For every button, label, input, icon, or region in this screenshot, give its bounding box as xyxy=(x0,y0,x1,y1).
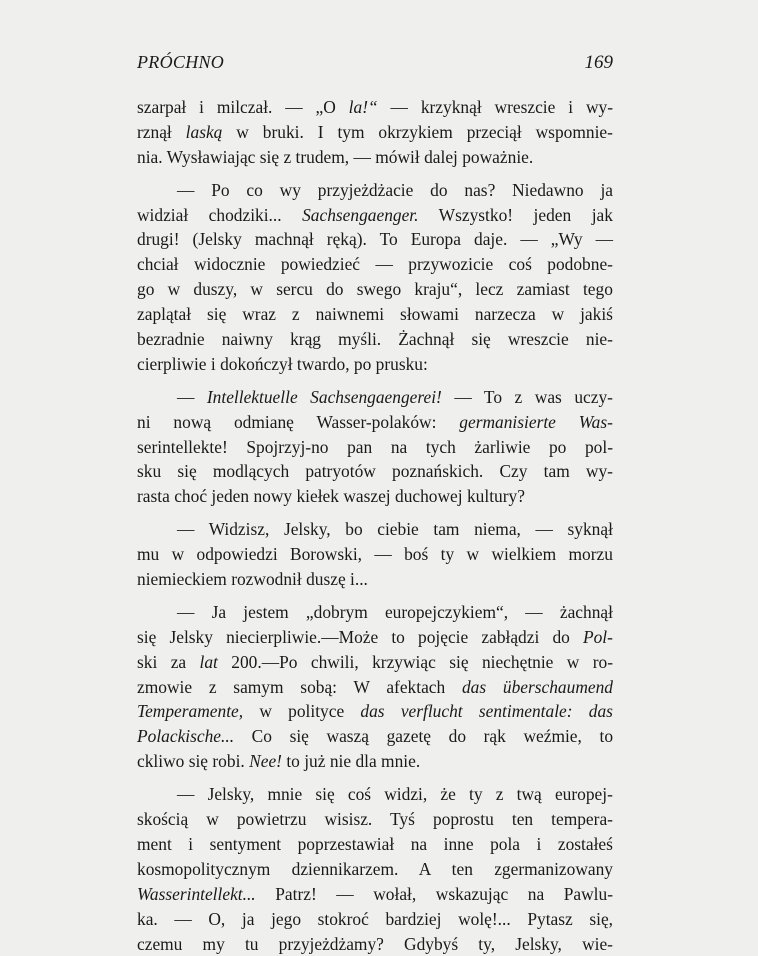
text-line: ni nową odmianę Wasser-polaków: germanisierte Was- xyxy=(137,410,613,435)
text-line: niemieckiem rozwodnił duszę i... xyxy=(137,567,613,592)
text-line: ckliwo się robi. Nee! to już nie dla mnie. xyxy=(137,749,613,774)
text-line: — Jelsky, mnie się coś widzi, że ty z twą europej- xyxy=(137,782,613,807)
text-line: ment i sentyment poprzestawiał na inne pola i zostałeś xyxy=(137,832,613,857)
text-line: nia. Wysławiając się z trudem, — mówił dalej poważnie. xyxy=(137,145,613,170)
page-header xyxy=(137,52,613,76)
text-line: czemu my tu przyjeżdżamy? Gdybyś ty, Jelsky, wie- xyxy=(137,932,613,956)
paragraph xyxy=(137,517,613,592)
text-line: zmowie z samym sobą: W afektach das überschaumend xyxy=(137,675,613,700)
text-line: kosmopolitycznym dziennikarzem. A ten zgermanizowany xyxy=(137,857,613,882)
running-title: PRÓCHNO xyxy=(137,52,224,73)
body-text xyxy=(137,95,613,956)
paragraph xyxy=(137,385,613,509)
text-line: mu w odpowiedzi Borowski, — boś ty w wielkiem morzu xyxy=(137,542,613,567)
text-line: się Jelsky niecierpliwie.—Może to pojęcie zabłądzi do Pol- xyxy=(137,625,613,650)
text-line: — Widzisz, Jelsky, bo ciebie tam niema, — syknął xyxy=(137,517,613,542)
text-line: Temperamente, w polityce das verflucht sentimentale: das xyxy=(137,699,613,724)
text-line: skością w powietrzu wisisz. Tyś poprostu ten tempera- xyxy=(137,807,613,832)
text-line: ka. — O, ja jego stokroć bardziej wolę!... Pytasz się, xyxy=(137,907,613,932)
paragraph xyxy=(137,600,613,774)
text-line: widział chodziki... Sachsengaenger. Wszystko! jeden jak xyxy=(137,203,613,228)
text-line: serintellekte! Spojrzyj-no pan na tych żarliwie po pol- xyxy=(137,435,613,460)
text-line: bezradnie naiwny krąg myśli. Żachnął się wreszcie nie- xyxy=(137,327,613,352)
text-line: go w duszy, w sercu do swego kraju“, lecz zamiast tego xyxy=(137,277,613,302)
text-line: szarpał i milczał. — „O la!“ — krzyknął wreszcie i wy- xyxy=(137,95,613,120)
text-line: sku się modlących patryotów poznańskich. Czy tam wy- xyxy=(137,459,613,484)
text-line: chciał widocznie powiedzieć — przywozicie coś podobne- xyxy=(137,252,613,277)
text-line: — Intellektuelle Sachsengaengerei! — To z was uczy- xyxy=(137,385,613,410)
text-line: Polackische... Co się waszą gazetę do rąk weźmie, to xyxy=(137,724,613,749)
text-line: — Ja jestem „dobrym europejczykiem“, — żachnął xyxy=(137,600,613,625)
text-line: rznął laską w bruki. I tym okrzykiem przeciął wspomnie- xyxy=(137,120,613,145)
paragraph xyxy=(137,782,613,956)
text-line: rasta choć jeden nowy kiełek waszej duchowej kultury? xyxy=(137,484,613,509)
text-line: ski za lat 200.—Po chwili, krzywiąc się niechętnie w ro- xyxy=(137,650,613,675)
page-number: 169 xyxy=(585,52,614,74)
text-line: drugi! (Jelsky machnął ręką). To Europa daje. — „Wy — xyxy=(137,227,613,252)
text-line: Wasserintellekt... Patrz! — wołał, wskazując na Pawlu- xyxy=(137,882,613,907)
paragraph xyxy=(137,95,613,170)
text-line: — Po co wy przyjeżdżacie do nas? Niedawno ja xyxy=(137,178,613,203)
text-line: zaplątał się wraz z naiwnemi słowami narzecza w jakiś xyxy=(137,302,613,327)
paragraph xyxy=(137,178,613,377)
text-line: cierpliwie i dokończył twardo, po prusku: xyxy=(137,352,613,377)
